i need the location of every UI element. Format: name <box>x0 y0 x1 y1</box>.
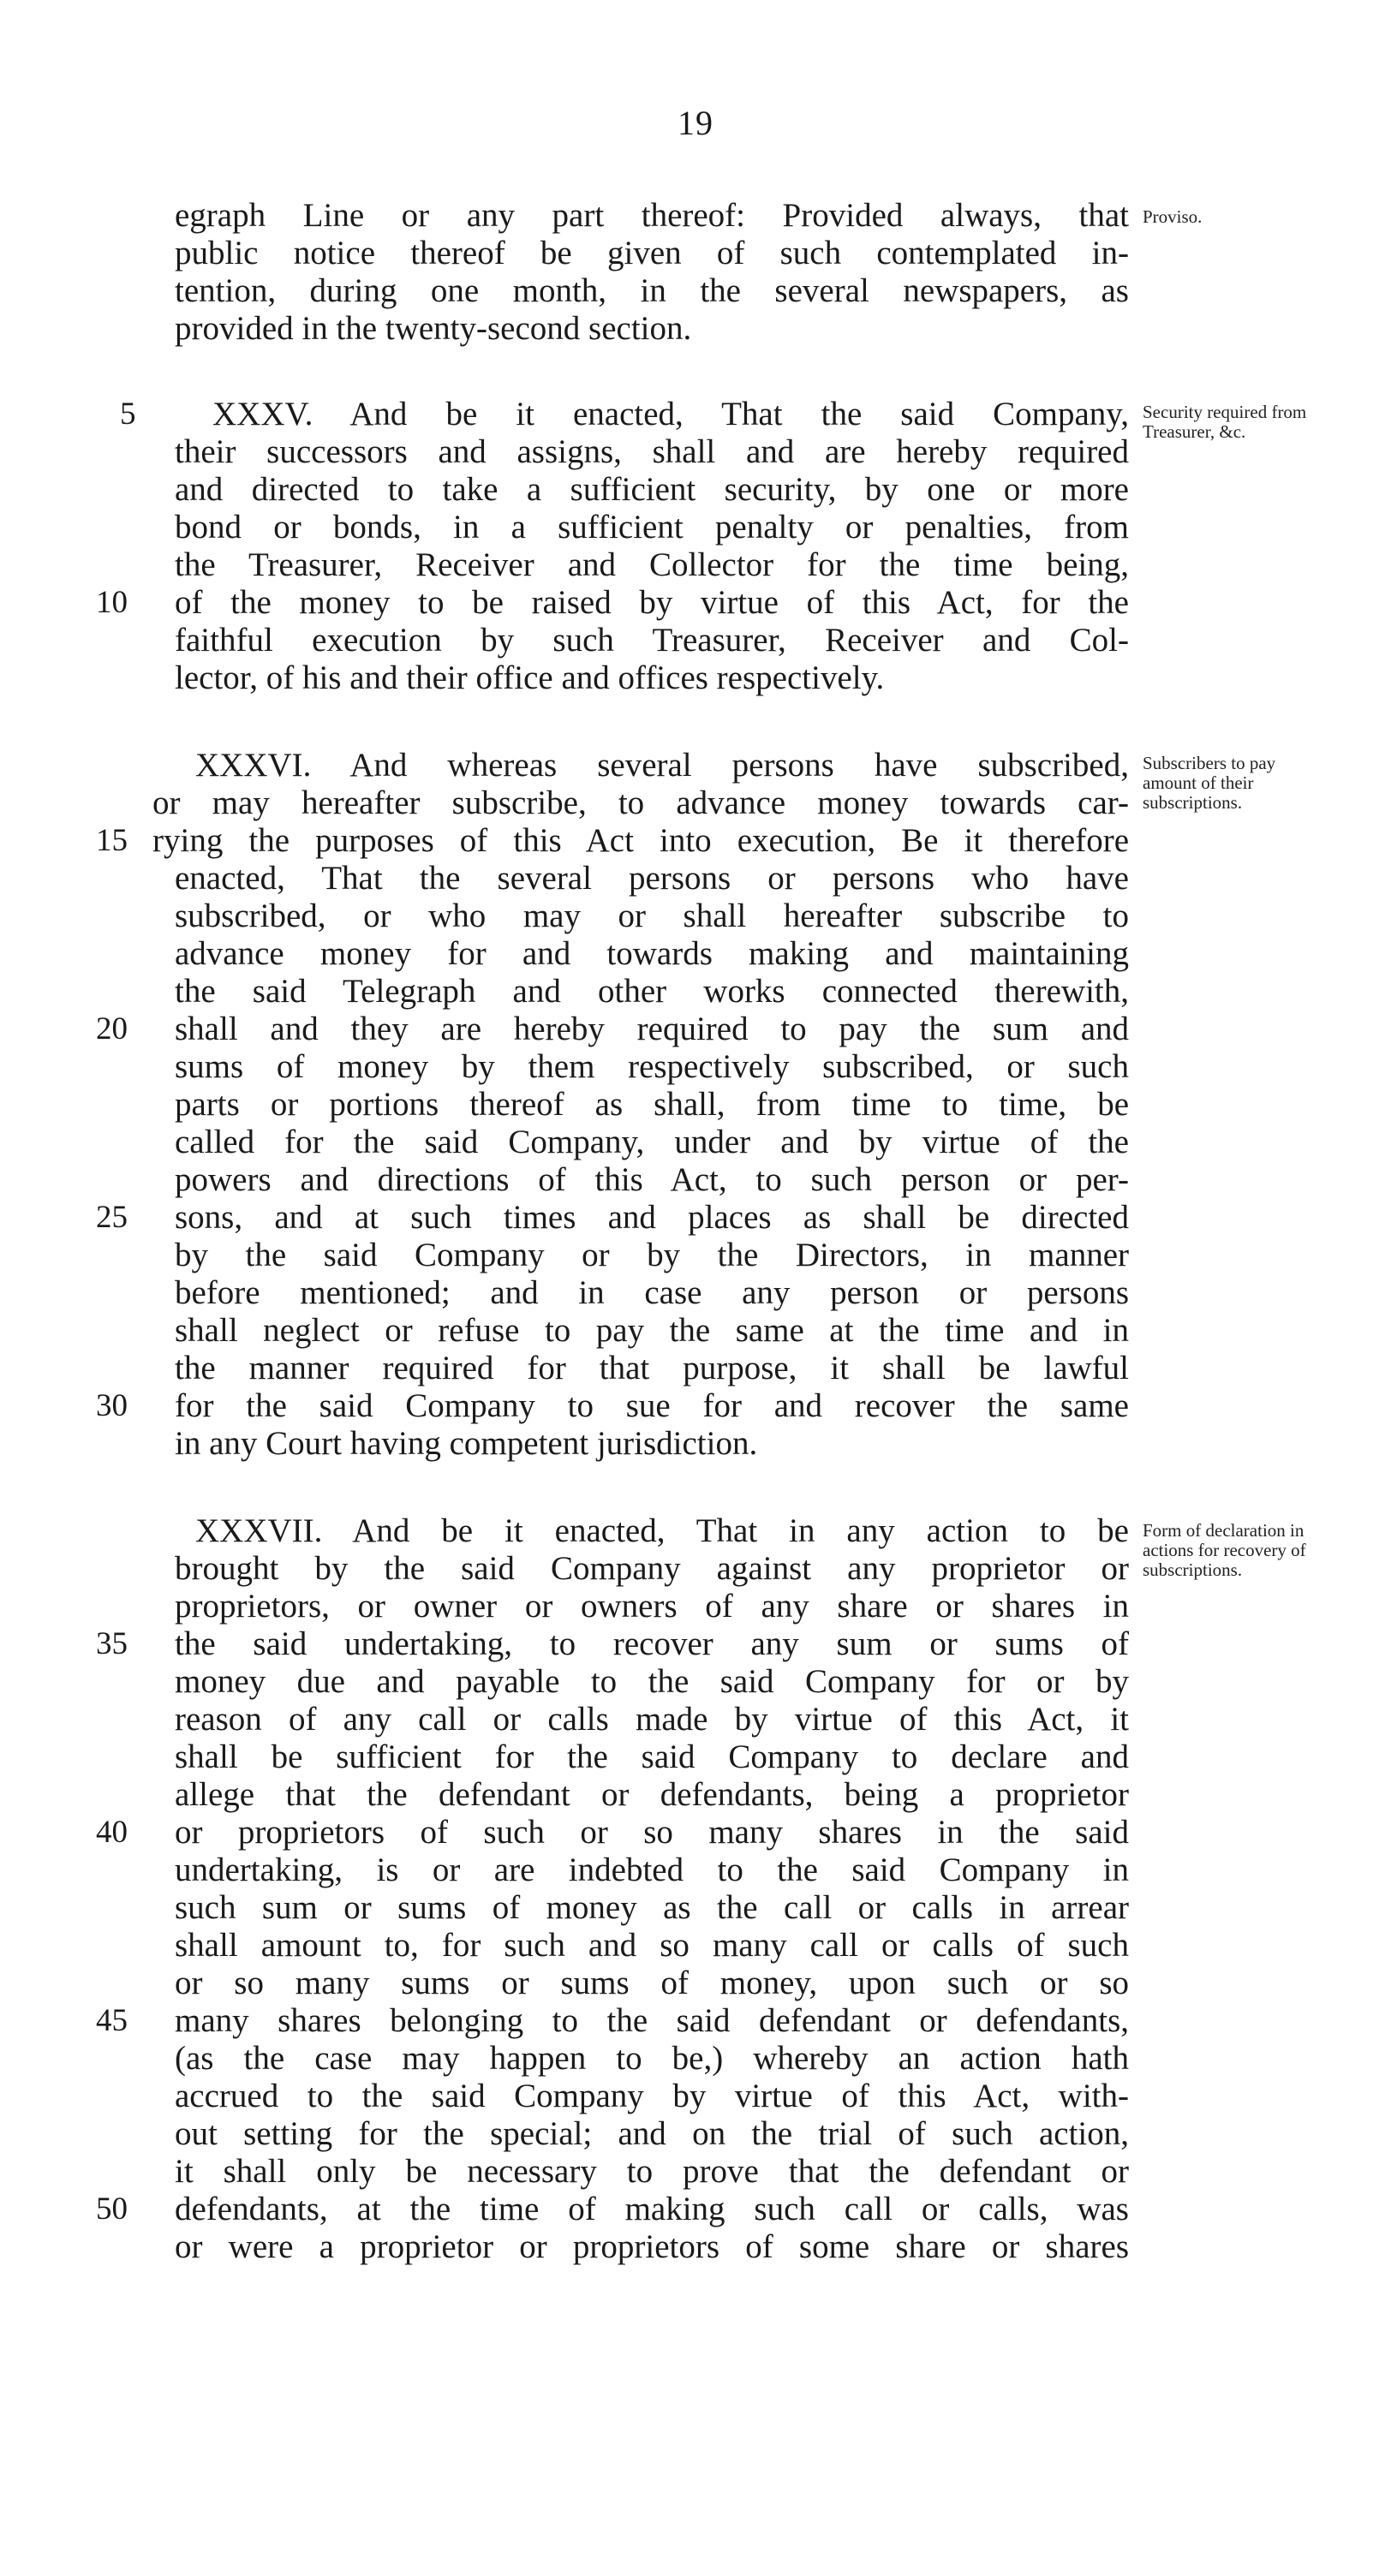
text-line: such sum or sums of money as the call or calls in arrear <box>175 1889 1129 1926</box>
line-number: 25 <box>96 1200 128 1235</box>
margin-note-security: Security required from Treasurer, &c. <box>1143 402 1307 442</box>
text-line: powers and directions of this Act, to such person or per- <box>175 1161 1129 1198</box>
text-line: by the said Company or by the Directors, in manner <box>175 1237 1129 1273</box>
text-line: defendants, at the time of making such call or calls, was <box>175 2191 1129 2227</box>
section-heading-line: XXXV. And be it enacted, That the said Company, <box>212 396 1129 432</box>
line-number: 50 <box>96 2191 128 2227</box>
text-line: of the money to be raised by virtue of this Act, for the <box>175 584 1129 621</box>
text-line: sons, and at such times and places as shall be directed <box>175 1199 1129 1236</box>
text-line: subscribed, or who may or shall hereafter subscribe to <box>175 897 1129 934</box>
text-line: sums of money by them respectively subscribed, or such <box>175 1048 1129 1085</box>
text-line: called for the said Company, under and by virtue of the <box>175 1124 1129 1160</box>
text-line: shall and they are hereby required to pay the sum and <box>175 1011 1129 1047</box>
margin-note-proviso: Proviso. <box>1143 206 1203 227</box>
text-line: rying the purposes of this Act into execution, Be it therefore <box>152 822 1129 859</box>
text-line: out setting for the special; and on the trial of such action, <box>175 2115 1129 2152</box>
text-line: proprietors, or owner or owners of any share or shares in <box>175 1588 1129 1625</box>
text-line: egraph Line or any part thereof: Provided always, that <box>175 197 1129 234</box>
line-number: 20 <box>96 1011 128 1046</box>
text-line: or so many sums or sums of money, upon such or so <box>175 1965 1129 2001</box>
text-line: shall neglect or refuse to pay the same at the time and in <box>175 1312 1129 1349</box>
text-line: money due and payable to the said Company for or by <box>175 1663 1129 1700</box>
text-line: allege that the defendant or defendants, being a proprietor <box>175 1776 1129 1813</box>
text-line: public notice thereof be given of such contemplated in- <box>175 235 1129 271</box>
text-line: the said undertaking, to recover any sum or sums of <box>175 1625 1129 1662</box>
line-number: 35 <box>96 1626 128 1661</box>
line-number: 30 <box>96 1388 128 1423</box>
margin-note-form-of-declaration: Form of declaration in actions for recovery of subscriptions. <box>1143 1520 1306 1580</box>
text-line: brought by the said Company against any proprietor or <box>175 1550 1129 1587</box>
text-line: tention, during one month, in the several newspapers, as <box>175 272 1129 309</box>
text-line: lector, of his and their office and offices respectively. <box>175 659 885 696</box>
text-line: shall amount to, for such and so many call or calls of such <box>175 1927 1129 1964</box>
margin-note-subscribers: Subscribers to pay amount of their subscriptions. <box>1143 753 1276 813</box>
text-line: advance money for and towards making and maintaining <box>175 935 1129 972</box>
text-line: faithful execution by such Treasurer, Receiver and Col- <box>175 622 1129 659</box>
text-line: undertaking, is or are indebted to the said Company in <box>175 1852 1129 1888</box>
text-line: reason of any call or calls made by virtue of this Act, it <box>175 1701 1129 1738</box>
text-line: (as the case may happen to be,) whereby an action hath <box>175 2040 1129 2077</box>
text-line: in any Court having competent jurisdiction. <box>175 1425 758 1462</box>
text-line: the manner required for that purpose, it shall be lawful <box>175 1350 1129 1386</box>
line-number: 45 <box>96 2003 128 2038</box>
line-number: 15 <box>96 823 128 858</box>
text-line: accrued to the said Company by virtue of this Act, with- <box>175 2078 1129 2114</box>
text-line: shall be sufficient for the said Company to declare and <box>175 1738 1129 1775</box>
text-line: for the said Company to sue for and recover the same <box>175 1387 1129 1424</box>
text-line: bond or bonds, in a sufficient penalty or penalties, from <box>175 509 1129 546</box>
text-line: many shares belonging to the said defendant or defendants, <box>175 2002 1129 2039</box>
text-line: the Treasurer, Receiver and Collector for the time being, <box>175 546 1129 583</box>
line-number: 5 <box>120 397 136 432</box>
text-line: or proprietors of such or so many shares in the said <box>175 1814 1129 1851</box>
section-heading-line: XXXVII. And be it enacted, That in any action to be <box>195 1512 1129 1549</box>
page-number: 19 <box>678 104 713 142</box>
text-line: parts or portions thereof as shall, from time to time, be <box>175 1086 1129 1123</box>
section-heading-line: XXXVI. And whereas several persons have subscribed, <box>195 747 1129 784</box>
text-line: provided in the twenty-second section. <box>175 310 692 347</box>
text-line: their successors and assigns, shall and are hereby required <box>175 433 1129 470</box>
line-number: 40 <box>96 1815 128 1850</box>
text-line: the said Telegraph and other works connected therewith, <box>175 973 1129 1010</box>
text-line: before mentioned; and in case any person or persons <box>175 1274 1129 1311</box>
text-line: it shall only be necessary to prove that the defendant or <box>175 2153 1129 2190</box>
text-line: or were a proprietor or proprietors of some share or shares <box>175 2228 1129 2265</box>
text-line: and directed to take a sufficient security, by one or more <box>175 471 1129 508</box>
text-line: or may hereafter subscribe, to advance money towards car- <box>152 784 1129 821</box>
text-line: enacted, That the several persons or persons who have <box>175 860 1129 897</box>
line-number: 10 <box>96 585 128 620</box>
